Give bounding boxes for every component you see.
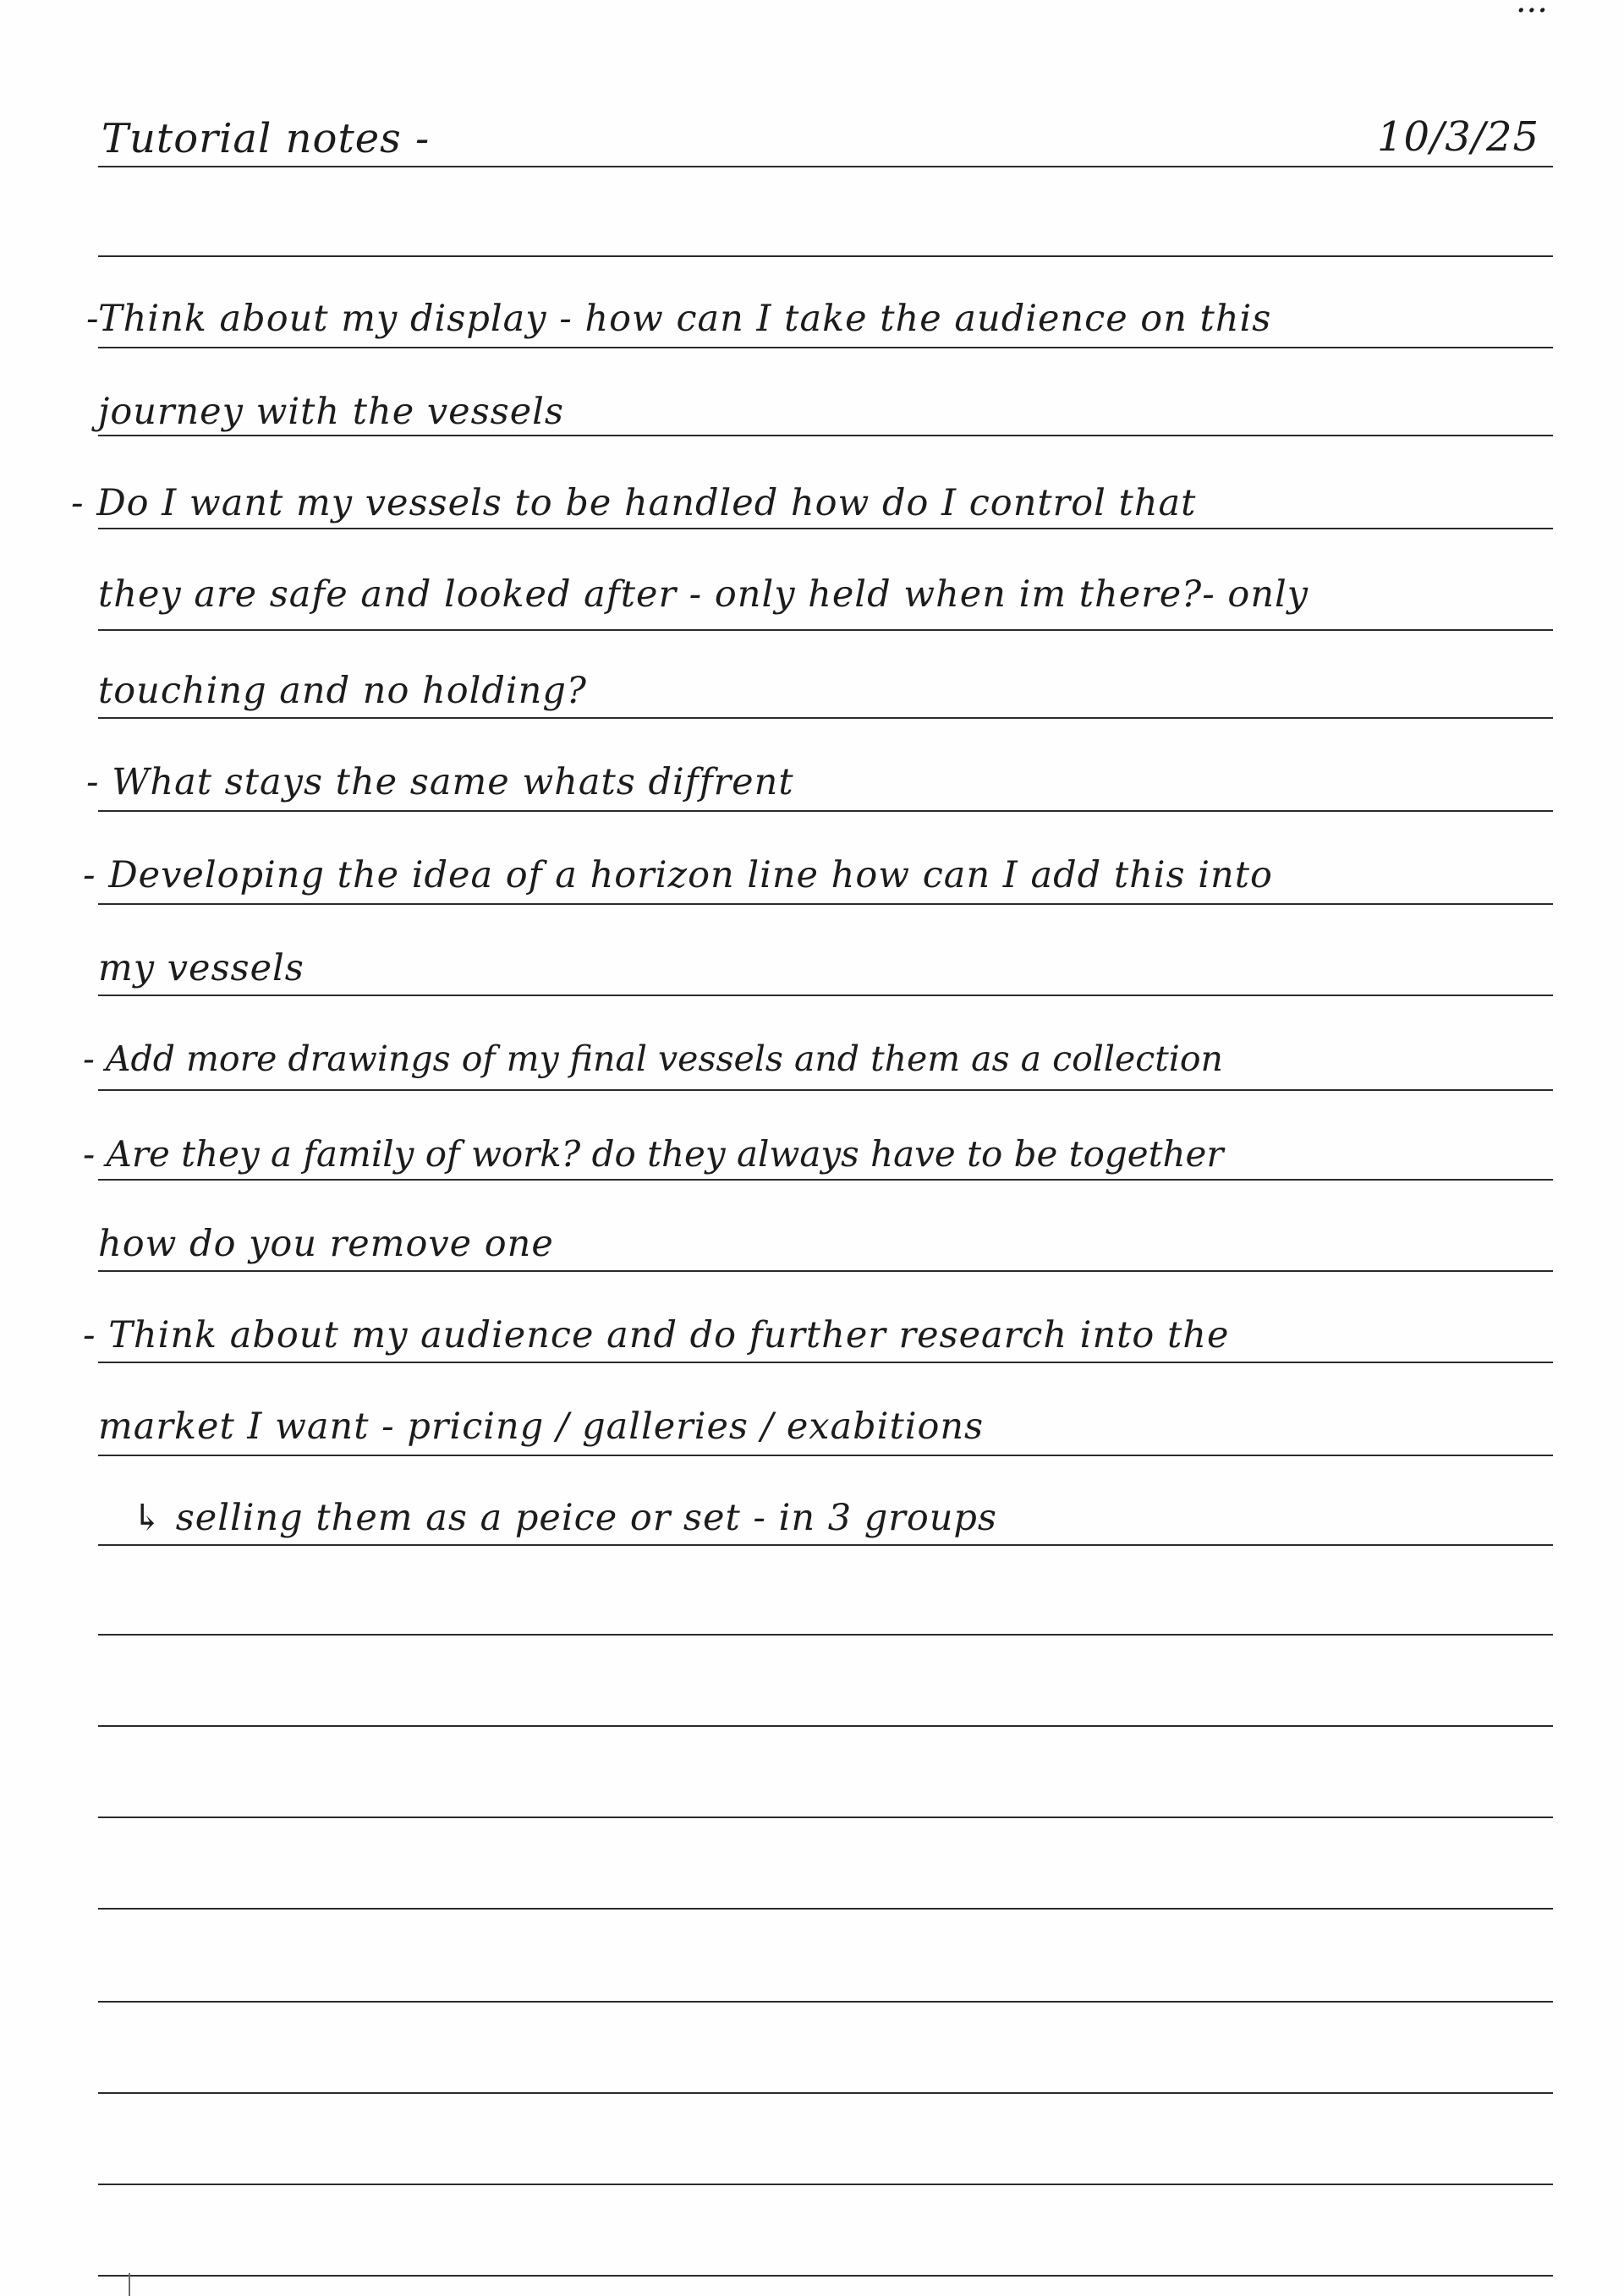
note-line: - Are they a family of work? do they always have to be together (83, 1133, 1224, 1175)
corner-text: ... (1515, 0, 1548, 20)
ruled-line (98, 995, 1553, 996)
ruled-line (98, 1089, 1553, 1091)
note-line: - Think about my audience and do further research into the (83, 1314, 1230, 1356)
ruled-line (98, 1817, 1553, 1818)
ruled-line (98, 255, 1553, 257)
notes-title: Tutorial notes - (102, 115, 431, 162)
note-line: - Add more drawings of my final vessels and them as a collection (83, 1038, 1223, 1079)
ruled-line (98, 528, 1553, 529)
ruled-line (98, 435, 1553, 436)
ruled-line (98, 1455, 1553, 1456)
ruled-line (98, 2092, 1553, 2094)
ruled-line (98, 1634, 1553, 1636)
ruled-line (98, 1908, 1553, 1910)
note-line: -Think about my display - how can I take the audience on this (86, 298, 1272, 340)
note-line: - Do I want my vessels to be handled how do I control that (71, 482, 1197, 524)
note-line: - Developing the idea of a horizon line how can I add this into (83, 854, 1273, 896)
ruled-line (98, 1179, 1553, 1181)
ruled-line (98, 903, 1553, 905)
note-line: ↳ selling them as a peice or set - in 3 groups (132, 1497, 997, 1539)
note-line: market I want - pricing / galleries / exabitions (98, 1406, 985, 1448)
margin-mark (129, 2273, 130, 2296)
notes-date: 10/3/25 (1377, 113, 1540, 161)
ruled-line (98, 2275, 1553, 2277)
note-line: touching and no holding? (98, 670, 587, 712)
ruled-line (98, 1362, 1553, 1363)
note-line: my vessels (98, 947, 304, 989)
ruled-line (98, 1544, 1553, 1546)
ruled-line (98, 2184, 1553, 2185)
ruled-line (98, 629, 1553, 631)
ruled-line (98, 166, 1553, 167)
ruled-line (98, 810, 1553, 812)
ruled-line (98, 1270, 1553, 1272)
note-line: they are safe and looked after - only held when im there?- only (98, 573, 1309, 616)
ruled-line (98, 347, 1553, 348)
note-line: how do you remove one (98, 1223, 554, 1265)
ruled-line (98, 717, 1553, 719)
ruled-line (98, 2001, 1553, 2003)
note-line: journey with the vessels (98, 391, 565, 433)
note-line: - What stays the same whats diffrent (86, 761, 794, 803)
ruled-line (98, 1725, 1553, 1727)
